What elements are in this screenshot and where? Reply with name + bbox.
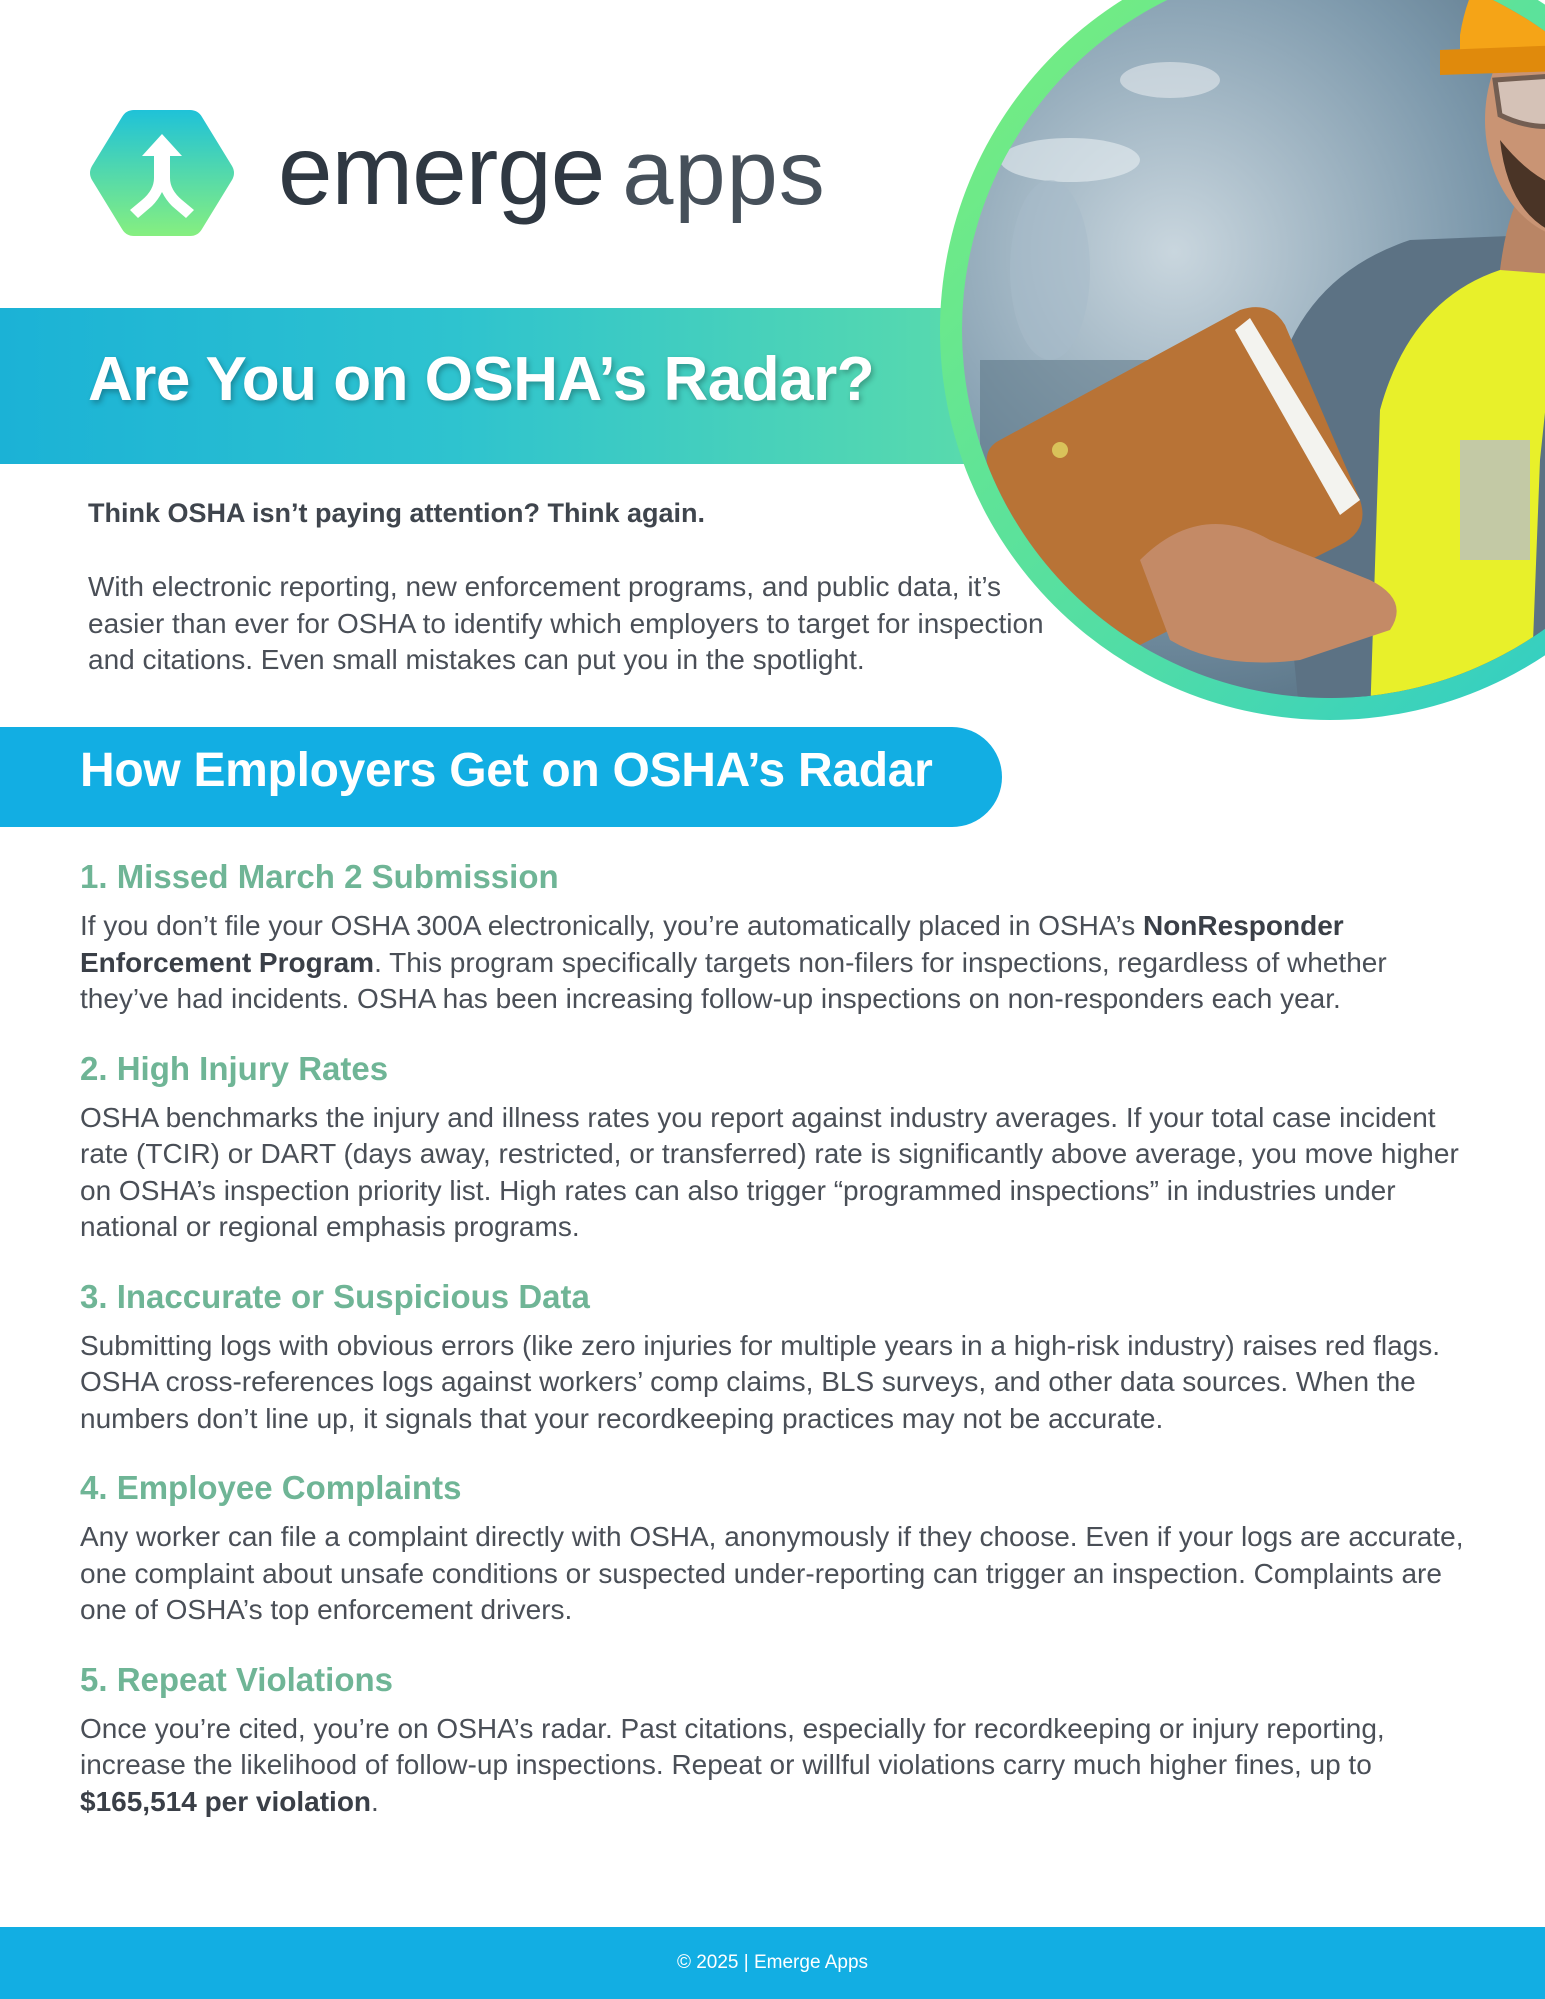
item-heading: 3. Inaccurate or Suspicious Data xyxy=(80,1277,590,1315)
reasons-list xyxy=(80,857,1480,1851)
intro-lead: Think OSHA isn’t paying attention? Think again. xyxy=(88,498,706,528)
brand-name-part2: apps xyxy=(622,122,826,224)
item-heading: 1. Missed March 2 Submission xyxy=(80,858,559,895)
item-text: Submitting logs with obvious errors (like zero injuries for multiple years in a high-risk industry) raises red flags. OSHA cross-references logs against workers’ comp claims, BLS surveys, and other data sources. When the numbers don’t line up, it signals that your recordkeeping practices may not be accurate. xyxy=(80,1329,1441,1434)
item-bold-text: $165,514 per violation xyxy=(80,1785,372,1817)
item-text: If you don’t file your OSHA 300A electronically, you’re automatically placed in OSHA’s NonResponder Enforcement Program. This program specifically targets non-filers for inspections, regardless of whether they’ve had incidents. OSHA has been increasing follow-up inspections on non-responders each year. xyxy=(80,910,1387,1014)
item-heading: 2. High Injury Rates xyxy=(80,1049,389,1087)
footer-copyright: © 2025 | Emerge Apps xyxy=(676,1952,869,1973)
arrow-merge-icon xyxy=(86,104,238,242)
list-item xyxy=(80,1468,1480,1629)
item-text: Any worker can file a complaint directly with OSHA, anonymously if they choose. Even if your logs are accurate, one complaint about unsafe conditions or suspected under-reporting can trigger an inspection. Complaints are one of OSHA’s top enforcement drivers. xyxy=(80,1521,1464,1625)
list-item xyxy=(80,857,1480,1018)
list-item xyxy=(80,1049,1480,1246)
item-text: OSHA benchmarks the injury and illness rates you report against industry averages. If your total case incident rate (TCIR) or DART (days away, restricted, or transferred) rate is significantly above average, you move higher on OSHA’s inspection priority list. High rates can also trigger “programmed inspections” in industries under national or regional emphasis programs. xyxy=(80,1101,1459,1242)
item-heading: 5. Repeat Violations xyxy=(80,1660,393,1698)
brand-name-part1: emerge xyxy=(278,115,605,225)
page-title: Are You on OSHA’s Radar? xyxy=(88,345,875,414)
footer xyxy=(0,1927,1545,1999)
item-bold-text: NonResponder Enforcement Program xyxy=(80,910,1344,978)
item-text: Once you’re cited, you’re on OSHA’s radar. Past citations, especially for recordkeeping or injury reporting, increase the likelihood of follow-up inspections. Repeat or willful violations carry much higher fines, up to $165,514 per violation. xyxy=(80,1712,1385,1817)
item-heading: 4. Employee Complaints xyxy=(80,1469,462,1506)
brand-wordmark xyxy=(278,115,826,225)
section-title: How Employers Get on OSHA’s Radar xyxy=(80,744,933,797)
list-item xyxy=(80,1660,1480,1821)
intro-body: With electronic reporting, new enforcement programs, and public data, it’s easier than ever for OSHA to identify which employers to target for inspection and citations. Even small mistakes can put you in the spotlight. xyxy=(88,571,1044,675)
brand-logo xyxy=(86,104,826,242)
list-item xyxy=(80,1277,1480,1438)
